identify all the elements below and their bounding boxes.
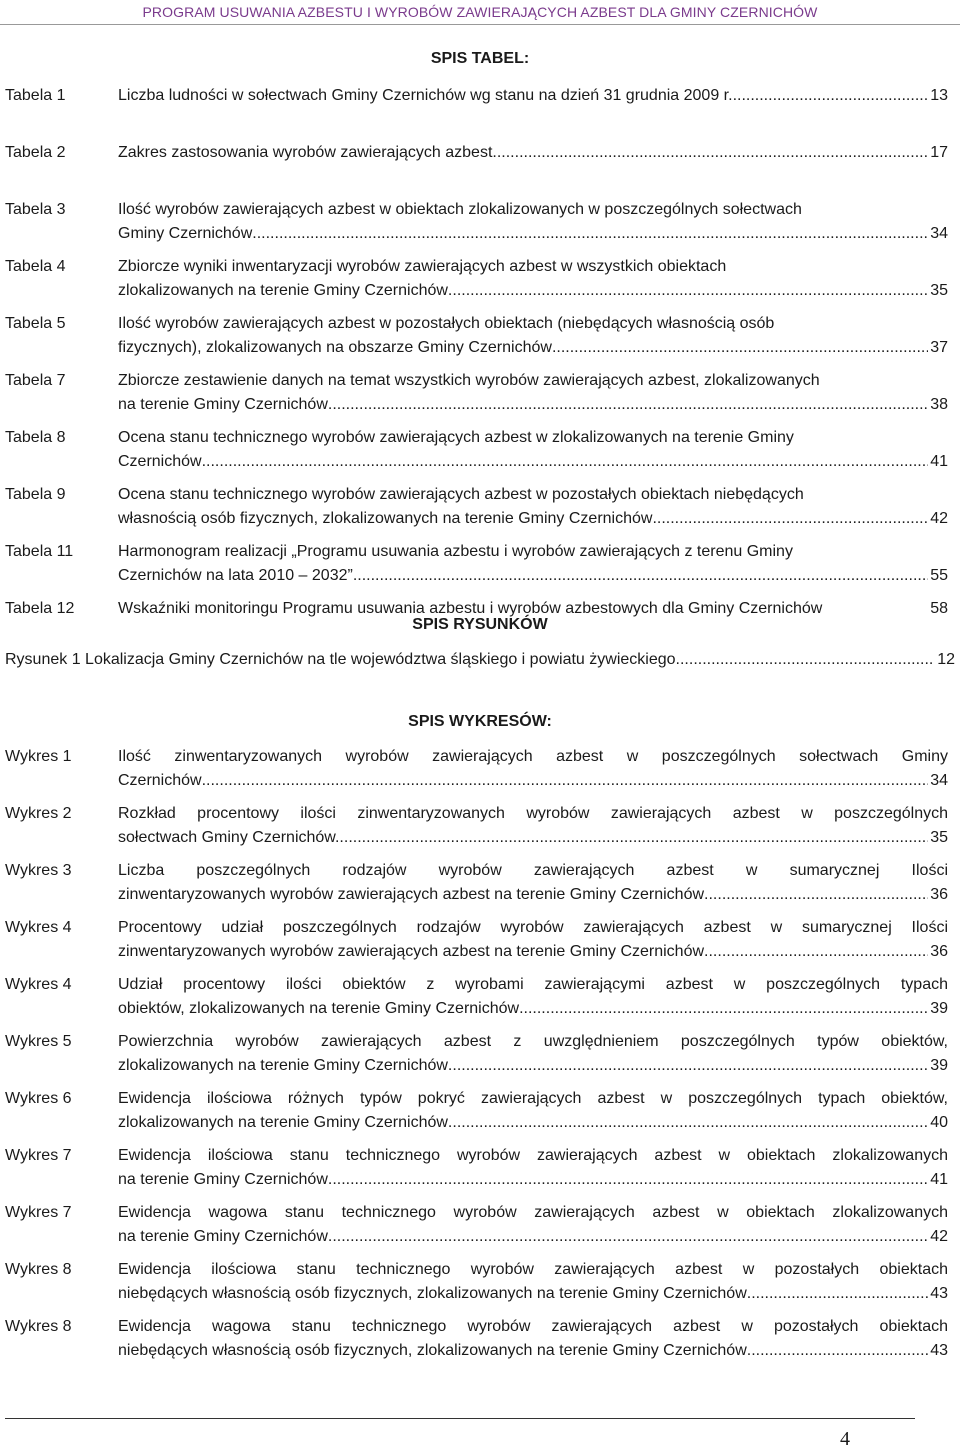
chart-list-item-label: Wykres 7 — [5, 1147, 72, 1164]
chart-list-item-text: zlokalizowanych na terenie Gminy Czernichów — [118, 1057, 448, 1074]
chart-list-item-entry — [118, 802, 948, 850]
chart-list-item-label: Wykres 2 — [5, 805, 72, 822]
page-ref: 38 — [930, 396, 948, 413]
chart-list-item-text: Ewidencja ilościowa różnych typów pokryć zawierających azbest w poszczególnych typach obiektów, — [118, 1090, 948, 1107]
chart-list-item-text: Ewidencja wagowa stanu technicznego wyrobów zawierających azbest w obiektach zlokalizowanych — [118, 1204, 948, 1221]
chart-list-item-text: Liczba poszczególnych rodzajów wyrobów zawierających azbest w sumarycznej Ilości — [118, 862, 948, 879]
chart-list-item-text: niebędących własnością osób fizycznych, zlokalizowanych na terenie Gminy Czernichów — [118, 1285, 747, 1302]
chart-list-item-text: Ewidencja ilościowa stanu technicznego wyrobów zawierających azbest w obiektach zlokalizowanych — [118, 1147, 948, 1164]
page-ref: 36 — [930, 943, 948, 960]
table-list-item-text: Ocena stanu technicznego wyrobów zawierających azbest w pozostałych obiektach niebędących — [118, 486, 804, 503]
dot-leader — [492, 141, 928, 165]
chart-list-item-text: zinwentaryzowanych wyrobów zawierających azbest na terenie Gminy Czernichów — [118, 943, 705, 960]
table-list-item-label: Tabela 12 — [5, 600, 75, 617]
table-list-item-entry — [118, 369, 948, 417]
page-ref: 17 — [930, 144, 948, 161]
page-ref: 34 — [930, 772, 948, 789]
chart-list-item-entry — [118, 859, 948, 907]
table-list-item-entry — [118, 483, 948, 531]
page-ref: 43 — [930, 1285, 948, 1302]
chart-list-item-entry — [118, 1258, 948, 1306]
chart-list-item-text: niebędących własnością osób fizycznych, zlokalizowanych na terenie Gminy Czernichów — [118, 1342, 747, 1359]
chart-list-item-entry — [118, 916, 948, 964]
table-list-item-entry — [118, 84, 948, 108]
page-ref: 39 — [930, 1057, 948, 1074]
table-list-item-text: zlokalizowanych na terenie Gminy Czernichów — [118, 282, 448, 299]
chart-list-item-text: Czernichów — [118, 772, 202, 789]
table-list-item-text: Czernichów — [118, 453, 202, 470]
table-list-item-text: Zakres zastosowania wyrobów zawierających azbest — [118, 144, 493, 161]
dot-leader — [676, 648, 934, 672]
dot-leader — [704, 883, 928, 907]
chart-list-item-label: Wykres 6 — [5, 1090, 72, 1107]
page-ref: 41 — [930, 453, 948, 470]
dot-leader — [448, 279, 928, 303]
dot-leader — [328, 1168, 928, 1192]
table-list-item-text: Wskaźniki monitoringu Programu usuwania azbestu i wyrobów azbestowych dla Gminy Czernichów — [118, 600, 823, 617]
table-list-item-label: Tabela 11 — [5, 543, 74, 560]
page-ref: 13 — [930, 87, 948, 104]
tables-section-title: SPIS TABEL: — [430, 50, 530, 67]
table-list-item-label: Tabela 1 — [5, 87, 66, 104]
chart-list-item-label: Wykres 4 — [5, 919, 72, 936]
chart-list-item-text: sołectwach Gminy Czernichów. — [118, 829, 340, 846]
table-list-item-text: na terenie Gminy Czernichów — [118, 396, 328, 413]
table-list-item-text: Zbiorcze zestawienie danych na temat wszystkich wyrobów zawierających azbest, zlokalizowanych — [118, 372, 820, 389]
chart-list-item-text: Ilość zinwentaryzowanych wyrobów zawierających azbest w poszczególnych sołectwach Gminy — [118, 748, 948, 765]
dot-leader — [747, 1339, 928, 1363]
dot-leader — [339, 826, 928, 850]
chart-list-item-label: Wykres 1 — [5, 748, 72, 765]
dot-leader — [328, 393, 928, 417]
chart-list-item-text: Rozkład procentowy ilości zinwentaryzowanych wyrobów zawierających azbest w poszczególnych — [118, 805, 948, 822]
table-list-item-text: Zbiorcze wyniki inwentaryzacji wyrobów zawierających azbest w wszystkich obiektach — [118, 258, 727, 275]
page-ref: 37 — [930, 339, 948, 356]
chart-list-item-text: Udział procentowy ilości obiektów z wyrobami zawierającymi azbest w poszczególnych typach — [118, 976, 948, 993]
table-list-item-label: Tabela 5 — [5, 315, 66, 332]
table-list-item-entry — [118, 312, 948, 360]
page-ref: 39 — [930, 1000, 948, 1017]
chart-list-item-entry — [118, 745, 948, 793]
dot-leader — [328, 1225, 928, 1249]
page-ref: 35 — [930, 282, 948, 299]
dot-leader — [202, 450, 929, 474]
dot-leader — [202, 769, 929, 793]
page-ref: 43 — [930, 1342, 948, 1359]
table-list-item-entry — [118, 198, 948, 246]
table-list-item-entry — [118, 540, 948, 588]
figure-list-item[interactable] — [5, 648, 955, 672]
table-list-item-text: Liczba ludności w sołectwach Gminy Czernichów wg stanu na dzień 31 grudnia 2009 r. — [118, 87, 733, 104]
table-list-item-label: Tabela 7 — [5, 372, 66, 389]
chart-list-item-label: Wykres 8 — [5, 1318, 72, 1335]
table-list-item-text: Gminy Czernichów — [118, 225, 253, 242]
dot-leader — [519, 997, 928, 1021]
dot-leader — [448, 1054, 928, 1078]
page-ref: 34 — [930, 225, 948, 242]
page-ref: 12 — [937, 651, 955, 668]
page-number: 4 — [840, 1428, 850, 1450]
chart-list-item-entry — [118, 1315, 948, 1363]
chart-list-item-text: Powierzchnia wyrobów zawierających azbest z uwzględnieniem poszczególnych typów obiektów, — [118, 1033, 948, 1050]
table-list-item-text: Czernichów na lata 2010 – 2032” — [118, 567, 353, 584]
table-list-item-text: Harmonogram realizacji „Programu usuwania azbestu i wyrobów zawierających z terenu Gminy — [118, 543, 793, 560]
chart-list-item-entry — [118, 973, 948, 1021]
chart-list-item-text: Procentowy udział poszczególnych rodzajów wyrobów zawierających azbest w sumarycznej Ilości — [118, 919, 948, 936]
chart-list-item-label: Wykres 3 — [5, 862, 72, 879]
figure-list-item-text: Rysunek 1 Lokalizacja Gminy Czernichów na tle województwa śląskiego i powiatu żywieckiego — [5, 651, 676, 668]
chart-list-item-label: Wykres 4 — [5, 976, 72, 993]
chart-list-item-label: Wykres 8 — [5, 1261, 72, 1278]
chart-list-item-entry — [118, 1144, 948, 1192]
page-ref: 36 — [930, 886, 948, 903]
chart-list-item-text: obiektów, zlokalizowanych na terenie Gminy Czernichów — [118, 1000, 520, 1017]
table-list-item-text: własnością osób fizycznych, zlokalizowanych na terenie Gminy Czernichów — [118, 510, 653, 527]
page-ref: 55 — [930, 567, 948, 584]
table-list-item-entry — [118, 426, 948, 474]
running-header: PROGRAM USUWANIA AZBESTU I WYROBÓW ZAWIERAJĄCYCH AZBEST DLA GMINY CZERNICHÓW — [142, 4, 818, 20]
table-list-item-label: Tabela 4 — [5, 258, 66, 275]
footer-divider — [5, 1418, 915, 1419]
charts-section-title: SPIS WYKRESÓW: — [408, 713, 552, 730]
page-ref: 40 — [930, 1114, 948, 1131]
page-ref: 41 — [930, 1171, 948, 1188]
header-divider — [0, 24, 960, 25]
dot-leader — [252, 222, 928, 246]
page-ref: 58 — [930, 600, 948, 617]
dot-leader — [552, 336, 928, 360]
figures-section-title: SPIS RYSUNKÓW — [412, 616, 548, 633]
chart-list-item-text: na terenie Gminy Czernichów — [118, 1228, 328, 1245]
page-ref: 42 — [930, 1228, 948, 1245]
dot-leader — [652, 507, 928, 531]
chart-list-item-label: Wykres 7 — [5, 1204, 72, 1221]
dot-leader — [448, 1111, 928, 1135]
chart-list-item-text: zlokalizowanych na terenie Gminy Czernichów — [118, 1114, 448, 1131]
table-list-item-label: Tabela 3 — [5, 201, 66, 218]
table-list-item-text: Ocena stanu technicznego wyrobów zawierających azbest w zlokalizowanych na terenie Gminy — [118, 429, 794, 446]
dot-leader — [704, 940, 928, 964]
chart-list-item-text: Ewidencja ilościowa stanu technicznego wyrobów zawierających azbest w pozostałych obiektach — [118, 1261, 948, 1278]
dot-leader — [733, 84, 929, 108]
chart-list-item-text: na terenie Gminy Czernichów — [118, 1171, 328, 1188]
table-list-item-text: Ilość wyrobów zawierających azbest w pozostałych obiektach (niebędących własnością osób — [118, 315, 775, 332]
table-list-item-entry — [118, 255, 948, 303]
table-list-item-text: Ilość wyrobów zawierających azbest w obiektach zlokalizowanych w poszczególnych sołectwach — [118, 201, 802, 218]
chart-list-item-text: Ewidencja wagowa stanu technicznego wyrobów zawierających azbest w pozostałych obiektach — [118, 1318, 948, 1335]
table-list-item-label: Tabela 9 — [5, 486, 66, 503]
chart-list-item-entry — [118, 1030, 948, 1078]
table-list-item-text: fizycznych), zlokalizowanych na obszarze Gminy Czernichów — [118, 339, 552, 356]
chart-list-item-text: zinwentaryzowanych wyrobów zawierających azbest na terenie Gminy Czernichów — [118, 886, 705, 903]
dot-leader — [353, 564, 928, 588]
table-list-item-label: Tabela 2 — [5, 144, 66, 161]
page-ref: 35 — [930, 829, 948, 846]
table-list-item-label: Tabela 8 — [5, 429, 66, 446]
page-ref: 42 — [930, 510, 948, 527]
chart-list-item-entry — [118, 1201, 948, 1249]
chart-list-item-entry — [118, 1087, 948, 1135]
dot-leader — [747, 1282, 928, 1306]
table-list-item-entry — [118, 141, 948, 165]
chart-list-item-label: Wykres 5 — [5, 1033, 72, 1050]
